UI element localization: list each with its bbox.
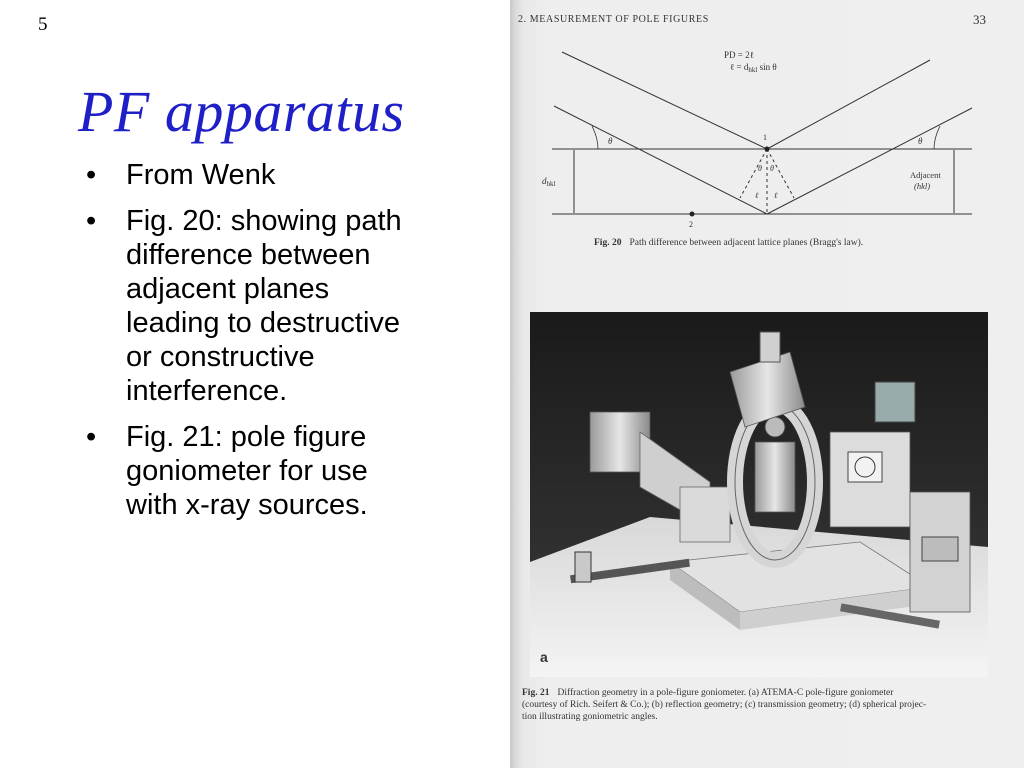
point-1-label: 1	[763, 133, 767, 142]
bullet-text: Fig. 20: showing path difference between adjacent planes leading to destructive or constructive interference.	[126, 205, 402, 407]
fig21-caption	[522, 687, 992, 723]
fig21-caption-line-3: tion illustrating goniometric angles.	[522, 712, 658, 722]
theta-label-inner-right: θ	[770, 164, 774, 173]
bullet-list	[86, 158, 426, 534]
slide-number: 5	[38, 14, 48, 35]
incident-ray-2	[554, 106, 767, 214]
fig21-panel-label: a	[540, 649, 548, 665]
point-2-label: 2	[689, 220, 693, 229]
atom-point-1	[765, 147, 770, 152]
theta-label-left: θ	[608, 136, 613, 146]
ell-eq: ℓ = $d_{hkl}$ sin θ	[730, 62, 777, 74]
bullet-text: Fig. 21: pole figure goniometer for use with x-ray sources.	[126, 421, 368, 521]
fig20-caption-label: Fig. 20	[594, 238, 622, 248]
bullet-item	[86, 420, 426, 522]
fig20-caption-text: Path difference between adjacent lattice planes (Bragg's law).	[629, 238, 864, 248]
scanned-book-page	[510, 0, 1024, 768]
goniometer-photo-drawing	[530, 312, 988, 677]
bullet-item	[86, 204, 426, 408]
reflected-ray-2	[767, 108, 972, 214]
bullet-marker: •	[86, 205, 97, 237]
slide-title: PF apparatus	[78, 79, 405, 144]
fig21-caption-line-2: (courtesy of Rich. Seifert & Co.); (b) reflection geometry; (c) transmission geometry; (d) spherical projec-	[522, 700, 927, 710]
ell-label-right: ℓ	[774, 191, 778, 200]
theta-arc-right	[934, 126, 940, 149]
reflected-ray-1	[767, 60, 930, 149]
bullet-text: From Wenk	[126, 159, 276, 191]
fig21-caption-line-1: Fig. 21 Diffraction geometry in a pole-figure goniometer. (a) ATEMA-C pole-figure goniometer	[522, 688, 894, 698]
ell-label-left: ℓ	[755, 191, 759, 200]
dashed-normal-right	[767, 149, 794, 198]
goniometer-photo	[530, 312, 988, 677]
fig20-caption	[594, 237, 863, 249]
theta-arc-left	[592, 126, 598, 149]
dashed-normal-left	[740, 149, 767, 198]
book-running-header: 2. MEASUREMENT OF POLE FIGURES	[518, 14, 709, 25]
path-difference-eq: PD = 2ℓ	[724, 50, 754, 60]
theta-label-right: θ	[918, 136, 923, 146]
bullet-marker: •	[86, 421, 97, 453]
book-page-number: 33	[973, 12, 986, 27]
bullet-marker: •	[86, 159, 97, 191]
hkl-label: (hkl)	[914, 181, 931, 191]
adjacent-label: Adjacent	[910, 170, 941, 180]
theta-label-inner-left: θ	[758, 164, 762, 173]
fig21-caption-label: Fig. 21	[522, 688, 550, 698]
bullet-item	[86, 158, 426, 192]
atom-point-2	[690, 212, 695, 217]
d-hkl-label: $d_{hkl}$	[542, 176, 556, 188]
bragg-diagram	[532, 38, 992, 238]
